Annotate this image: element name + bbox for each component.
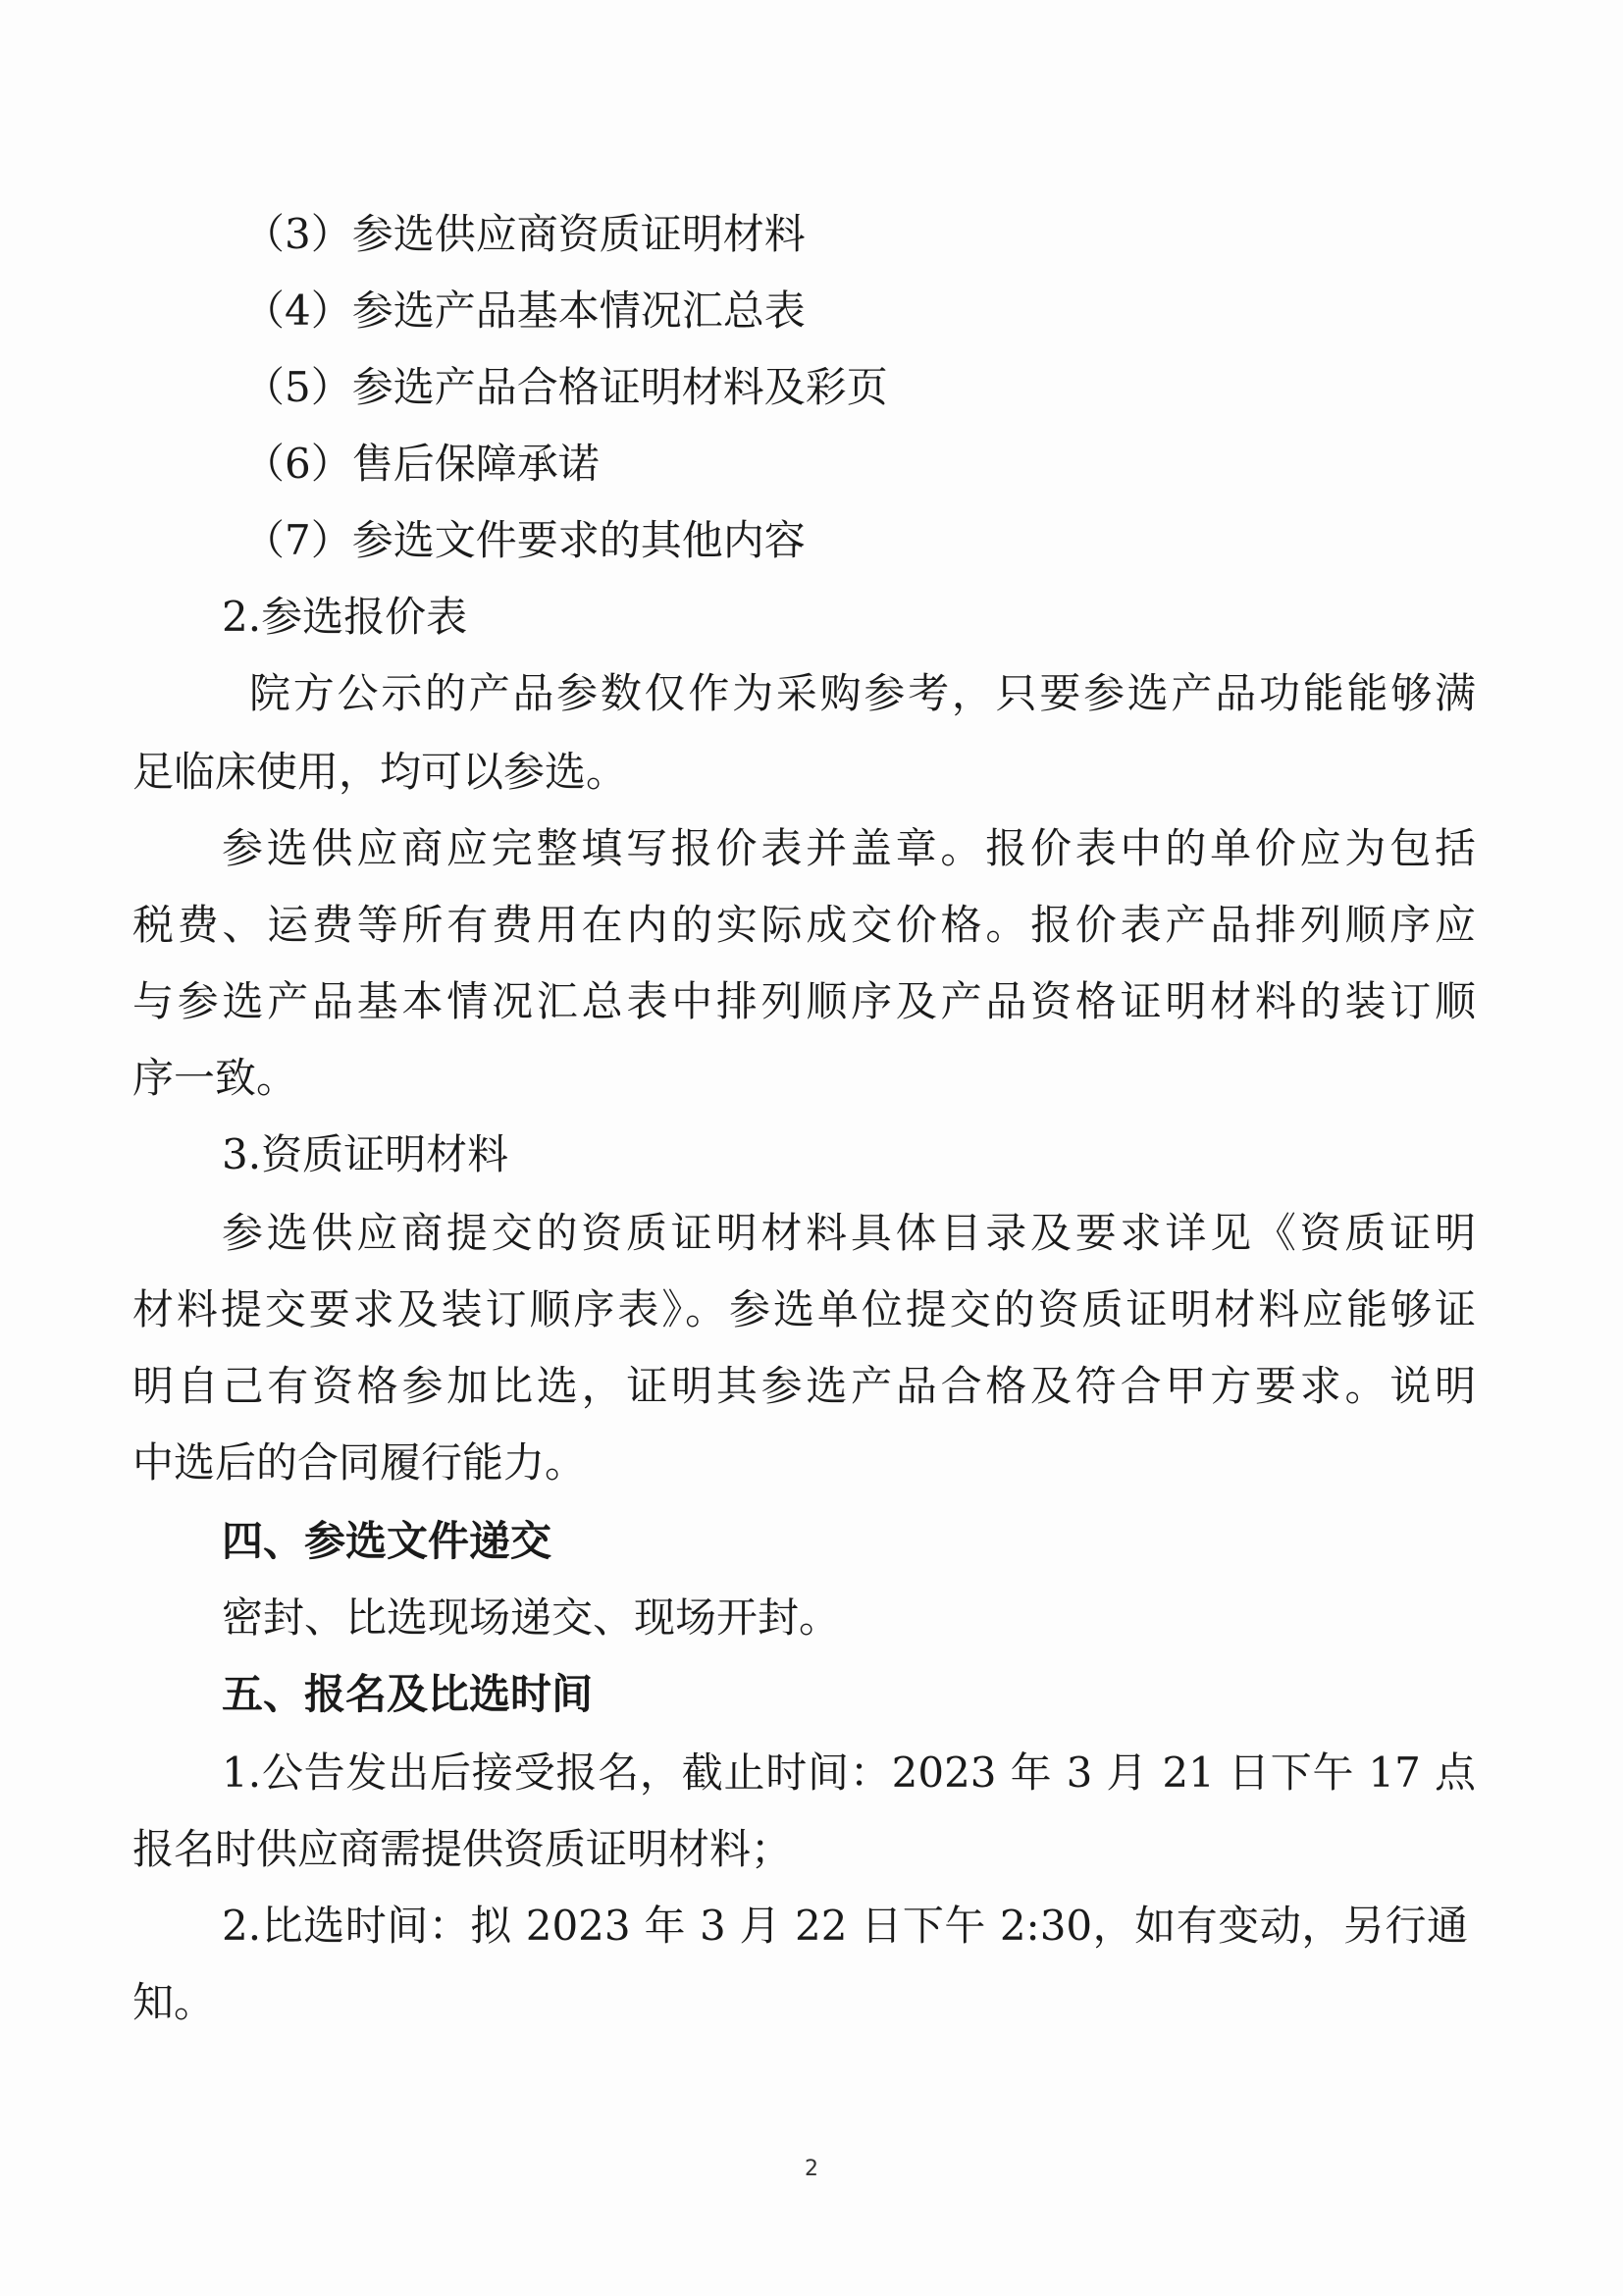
page-number: 2 bbox=[805, 2157, 818, 2181]
paragraph-line: 院方公示的产品参数仅作为采购参考，只要参选产品功能能够满 bbox=[249, 669, 1476, 717]
paragraph-line: 参选供应商应完整填写报价表并盖章。报价表中的单价应为包括 bbox=[222, 824, 1476, 872]
list-item-4: （4）参选产品基本情况汇总表 bbox=[243, 287, 806, 335]
list-item-5: （5）参选产品合格证明材料及彩页 bbox=[243, 363, 888, 411]
paragraph-line: 报名时供应商需提供资质证明材料； bbox=[132, 1825, 793, 1873]
subheading-qualification: 3.资质证明材料 bbox=[222, 1130, 509, 1178]
list-item-6: （6）售后保障承诺 bbox=[243, 440, 600, 488]
paragraph-line: 密封、比选现场递交、现场开封。 bbox=[222, 1593, 841, 1642]
subheading-quote-form: 2.参选报价表 bbox=[222, 593, 468, 641]
section-heading-5: 五、报名及比选时间 bbox=[222, 1670, 594, 1718]
paragraph-line: 序一致。 bbox=[132, 1054, 298, 1102]
list-item-7: （7）参选文件要求的其他内容 bbox=[243, 516, 806, 564]
list-item-3: （3）参选供应商资质证明材料 bbox=[243, 210, 806, 258]
paragraph-line: 中选后的合同履行能力。 bbox=[132, 1438, 587, 1487]
paragraph-line: 与参选产品基本情况汇总表中排列顺序及产品资格证明材料的装订顺 bbox=[132, 977, 1476, 1025]
paragraph-line: 材料提交要求及装订顺序表》。参选单位提交的资质证明材料应能够证 bbox=[132, 1285, 1476, 1333]
paragraph-line: 知。 bbox=[132, 1978, 216, 2026]
paragraph-line: 1.公告发出后接受报名，截止时间：2023 年 3 月 21 日下午 17 点 bbox=[222, 1748, 1476, 1797]
paragraph-line: 参选供应商提交的资质证明材料具体目录及要求详见《资质证明 bbox=[222, 1209, 1476, 1257]
paragraph-line: 明自己有资格参加比选，证明其参选产品合格及符合甲方要求。说明 bbox=[132, 1362, 1476, 1410]
paragraph-line: 税费、运费等所有费用在内的实际成交价格。报价表产品排列顺序应 bbox=[132, 901, 1476, 949]
section-heading-4: 四、参选文件递交 bbox=[222, 1517, 552, 1565]
paragraph-line: 足临床使用，均可以参选。 bbox=[132, 748, 628, 796]
paragraph-line: 2.比选时间：拟 2023 年 3 月 22 日下午 2:30，如有变动，另行通 bbox=[222, 1902, 1468, 1950]
